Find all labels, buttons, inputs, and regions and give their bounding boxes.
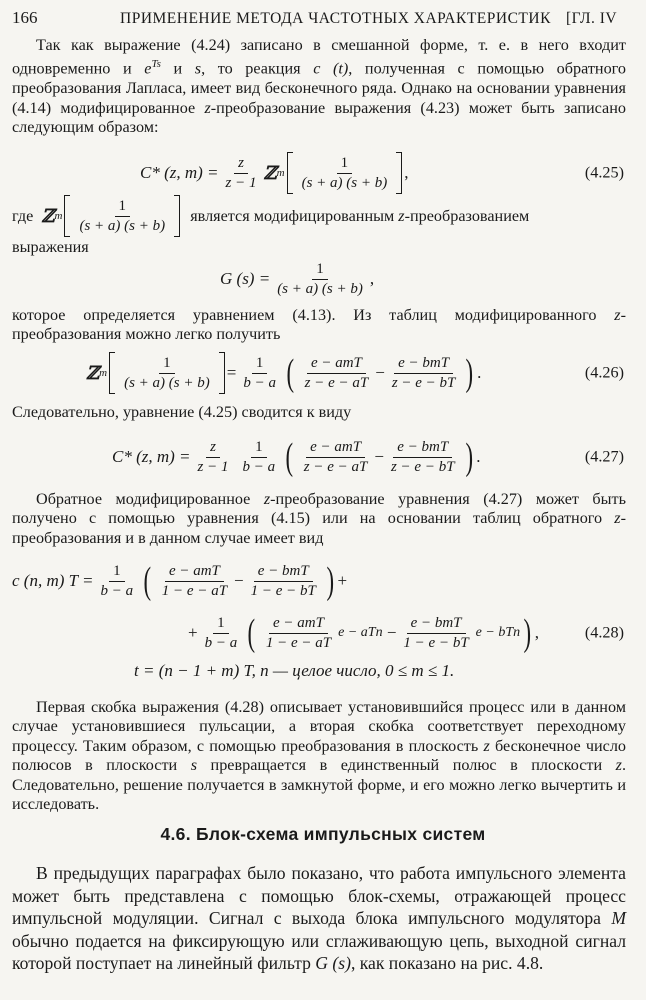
eq428-close-paren-2: ) <box>523 612 532 654</box>
p3-text-a: которое определяется уравнением (4.13). Из таблиц модифицированного <box>12 306 597 324</box>
eq428-plus-1: + <box>337 571 348 590</box>
condition-text: t = (n − 1 + m) T, n — целое число, 0 ≤ m ≤ 1. <box>134 661 455 680</box>
eq427-ba-num: 1 <box>251 439 267 458</box>
eq425-comma: , <box>404 163 409 182</box>
eq426-frac-a-den: z − e − aT <box>304 374 369 391</box>
eq428-b2-den: 1 − e − bT <box>403 634 469 651</box>
math-m: M <box>611 908 626 929</box>
eq426-frac-ba <box>239 355 280 392</box>
p2-frac-num: 1 <box>115 198 131 217</box>
math-s: s <box>194 59 202 78</box>
zm-sub-2: m <box>54 210 63 222</box>
zm-operator: ℤ <box>263 162 277 184</box>
eq428-a1-num: e − amT <box>165 563 224 582</box>
eq427-close-paren: ) <box>465 436 473 478</box>
p1-text-c: , то реакция <box>201 59 301 78</box>
eq427-frac-ba <box>239 439 280 476</box>
eq425-frac-main <box>298 155 392 192</box>
eq427-frac-a-num: e − amT <box>306 439 365 458</box>
eq425-frac-z-num: z <box>234 155 248 174</box>
equation-number-4-27: (4.27) <box>584 447 624 466</box>
equation-number-4-25: (4.25) <box>584 163 624 182</box>
math-z-2: z <box>398 206 405 225</box>
eq426-frac-b-num: e − bmT <box>394 355 453 374</box>
p5-text-c: -преобразования и в данном случае имеет вид <box>12 509 626 547</box>
right-bracket-3 <box>219 352 225 394</box>
equation-g-s <box>12 254 626 304</box>
paragraph-4: Следовательно, уравнение (4.25) сводится к виду <box>12 403 352 421</box>
section-heading: 4.6. Блок-схема импульсных систем <box>160 824 486 844</box>
p7-text-c: , как показано на рис. 4.8. <box>350 953 544 974</box>
eq426-frac-a-num: e − amT <box>307 355 366 374</box>
zm-sub-3: m <box>99 367 108 379</box>
paragraph-3 <box>12 306 626 345</box>
gs-frac <box>273 261 367 298</box>
eq425-den: (s + a) (s + b) <box>301 174 388 191</box>
chapter-reference: [ГЛ. IV <box>566 10 618 27</box>
eq428-b1-num: e − bmT <box>254 563 313 582</box>
p6-text-d: . Следовательно, решение получается в замкнутой форме, и его можно легко вычертить и исследовать. <box>12 756 627 814</box>
eq428-minus-2: − <box>386 623 397 642</box>
eq426-frac-a <box>301 355 373 392</box>
math-z-6a: z <box>483 736 490 755</box>
right-bracket <box>396 152 402 194</box>
eq427-frac-b-den: z − e − bT <box>390 458 455 475</box>
left-bracket-3 <box>109 352 115 394</box>
eq428-comma: , <box>534 623 540 642</box>
eq428-ba2-num: 1 <box>213 615 229 634</box>
p2-text-b: является модифицированным <box>190 206 395 225</box>
eq427-frac-z-den: z − 1 <box>197 458 229 475</box>
equation-4-26 <box>12 348 626 398</box>
eq426-den: (s + a) (s + b) <box>124 374 210 391</box>
eq428-close-paren-1: ) <box>326 560 335 602</box>
eq428-e-atn: e − aTn <box>338 625 383 640</box>
eq428-minus-1: − <box>234 571 244 590</box>
p6-text-b: бесконечное число полюсов в плоскости <box>12 736 627 775</box>
p5-text-a: Обратное модифицированное <box>36 490 251 508</box>
p6-text-c: превращается в единственный полюс в плоскости <box>210 756 603 775</box>
gs-den: (s + a) (s + b) <box>277 280 363 297</box>
p7-text-b: обычно подается на фиксирующую или сглаживающую цепь, выходной сигнал которой поступает на линейный фильтр <box>12 930 626 974</box>
eq427-minus: − <box>374 447 384 466</box>
p2-frac-den: (s + a) (s + b) <box>79 217 166 234</box>
equation-4-28-line-1 <box>12 556 626 606</box>
p1-text-d: , полученная с помощью обратного преобразования Лапласа, имеет вид бесконечного ряда. Однако на основании уравнения (4.14) модифицированное <box>12 59 626 117</box>
eq428-open-paren-2: ( <box>247 612 256 654</box>
gs-lhs: G (s) = <box>220 269 271 288</box>
eq428-ba1-den: b − a <box>100 582 134 599</box>
eq428-ba1-num: 1 <box>109 563 125 582</box>
math-ct: c (t) <box>313 59 349 78</box>
eq427-frac-a <box>300 439 372 476</box>
eq426-equals: = <box>226 363 237 382</box>
p6-text-a: Первая скобка выражения (4.28) описывает установившийся процесс или в данном случае установившиеся пульсации, а вторая скобка соответствует переходному процессу. Таким образом, с помощью преобразования в плоскость <box>12 698 626 755</box>
math-ts-superscript: Ts <box>151 58 161 71</box>
p2-text-a: где <box>12 206 34 225</box>
equation-4-28-line-2 <box>12 608 626 658</box>
eq428-a2-num: e − amT <box>269 615 328 634</box>
eq425-frac-z <box>222 155 261 192</box>
p3-text-b: -преобразования можно легко получить <box>12 306 626 344</box>
eq428-a1-den: 1 − e − aT <box>161 582 228 599</box>
math-z-5b: z <box>614 509 621 528</box>
eq428-ba2-den: b − a <box>204 634 238 651</box>
eq426-frac-main <box>120 355 214 392</box>
eq426-num: 1 <box>159 355 175 374</box>
eq427-period: . <box>476 447 481 466</box>
equation-4-27 <box>12 432 626 482</box>
eq428-frac-a2 <box>262 615 335 652</box>
eq428-frac-ba-2 <box>201 615 242 652</box>
math-z: z <box>204 98 211 117</box>
eq427-ba-den: b − a <box>242 458 276 475</box>
paragraph-7 <box>12 862 626 975</box>
eq428-frac-a1 <box>158 563 231 600</box>
eq426-ba-num: 1 <box>252 355 268 374</box>
eq428-lhs: c (n, m) T = <box>12 571 94 590</box>
left-bracket-2 <box>64 195 70 237</box>
running-title: ПРИМЕНЕНИЕ МЕТОДА ЧАСТОТНЫХ ХАРАКТЕРИСТИК <box>120 10 551 27</box>
eq425-num: 1 <box>337 155 353 174</box>
condition-line <box>134 661 454 681</box>
eq428-a2-den: 1 − e − aT <box>265 634 332 651</box>
eq427-frac-a-den: z − e − aT <box>303 458 368 475</box>
eq426-period: . <box>477 363 482 382</box>
gs-comma: , <box>369 269 375 288</box>
eq426-frac-b <box>388 355 460 392</box>
zm-operator-2: ℤ <box>41 205 55 227</box>
gs-num: 1 <box>312 261 328 280</box>
paragraph-6 <box>12 698 626 814</box>
zm-operator-3: ℤ <box>86 362 100 384</box>
left-bracket <box>287 152 293 194</box>
eq426-close-paren: ) <box>465 352 474 394</box>
eq427-open-paren: ( <box>285 436 294 478</box>
p1-text-e: -преобразование выражения (4.23) может быть записано следующим образом: <box>12 98 626 137</box>
equation-4-25 <box>12 148 626 198</box>
eq427-frac-z <box>194 439 233 476</box>
page-number: 166 <box>12 8 38 27</box>
right-bracket-2 <box>174 195 180 237</box>
eq427-frac-b-num: e − bmT <box>393 439 452 458</box>
p1-text-a: Так как выражение (4.24) записано в смешанной форме, т. е. в него входит одновременно и <box>12 36 626 78</box>
p2-frac <box>75 198 169 235</box>
paragraph-5 <box>12 490 626 548</box>
paragraph-2-line-2: выражения <box>12 238 89 256</box>
eq425-frac-z-den: z − 1 <box>225 174 257 191</box>
math-z-3: z <box>614 306 621 324</box>
eq426-frac-b-den: z − e − bT <box>391 374 456 391</box>
math-gs: G (s) <box>315 953 351 974</box>
eq428-b1-den: 1 − e − bT <box>250 582 316 599</box>
eq426-open-paren: ( <box>286 352 295 394</box>
p5-text-b: -преобразование уравнения (4.27) может быть получено с помощью уравнения (4.15) или на основании таблиц обратного <box>12 490 627 528</box>
eq428-frac-ba-1 <box>97 563 138 600</box>
eq428-b2-num: e − bmT <box>407 615 466 634</box>
eq427-frac-z-num: z <box>206 439 220 458</box>
paragraph-1 <box>12 36 626 137</box>
math-z-6b: z <box>615 756 622 775</box>
equation-number-4-26: (4.26) <box>584 363 624 382</box>
eq428-plus-2: + <box>188 623 198 642</box>
math-s-6: s <box>190 756 198 775</box>
eq428-frac-b1 <box>247 563 320 600</box>
paragraph-2-line-1 <box>12 194 626 238</box>
eq426-ba-den: b − a <box>243 374 276 391</box>
p1-text-b: и <box>173 59 183 78</box>
math-z-5a: z <box>263 490 271 508</box>
equation-number-4-28: (4.28) <box>584 623 624 642</box>
p2-text-c: -преобразованием <box>404 206 530 225</box>
eq427-frac-b <box>387 439 459 476</box>
eq428-open-paren-1: ( <box>143 560 152 602</box>
eq427-lhs: C* (z, m) = <box>112 447 191 466</box>
eq425-lhs: C* (z, m) = <box>140 163 219 182</box>
zm-sub: m <box>276 167 285 179</box>
eq428-frac-b2 <box>399 615 472 652</box>
p7-text-a: В предыдущих параграфах было показано, что работа импульсного элемента может быть представлена с помощью блок-схемы, отражающей процесс импульсной модуляции. Сигнал с выхода блока импульсного модулятора <box>12 863 626 929</box>
eq428-e-btn: e − bTn <box>475 625 521 640</box>
math-e: e <box>144 59 152 78</box>
eq426-minus: − <box>375 363 385 382</box>
